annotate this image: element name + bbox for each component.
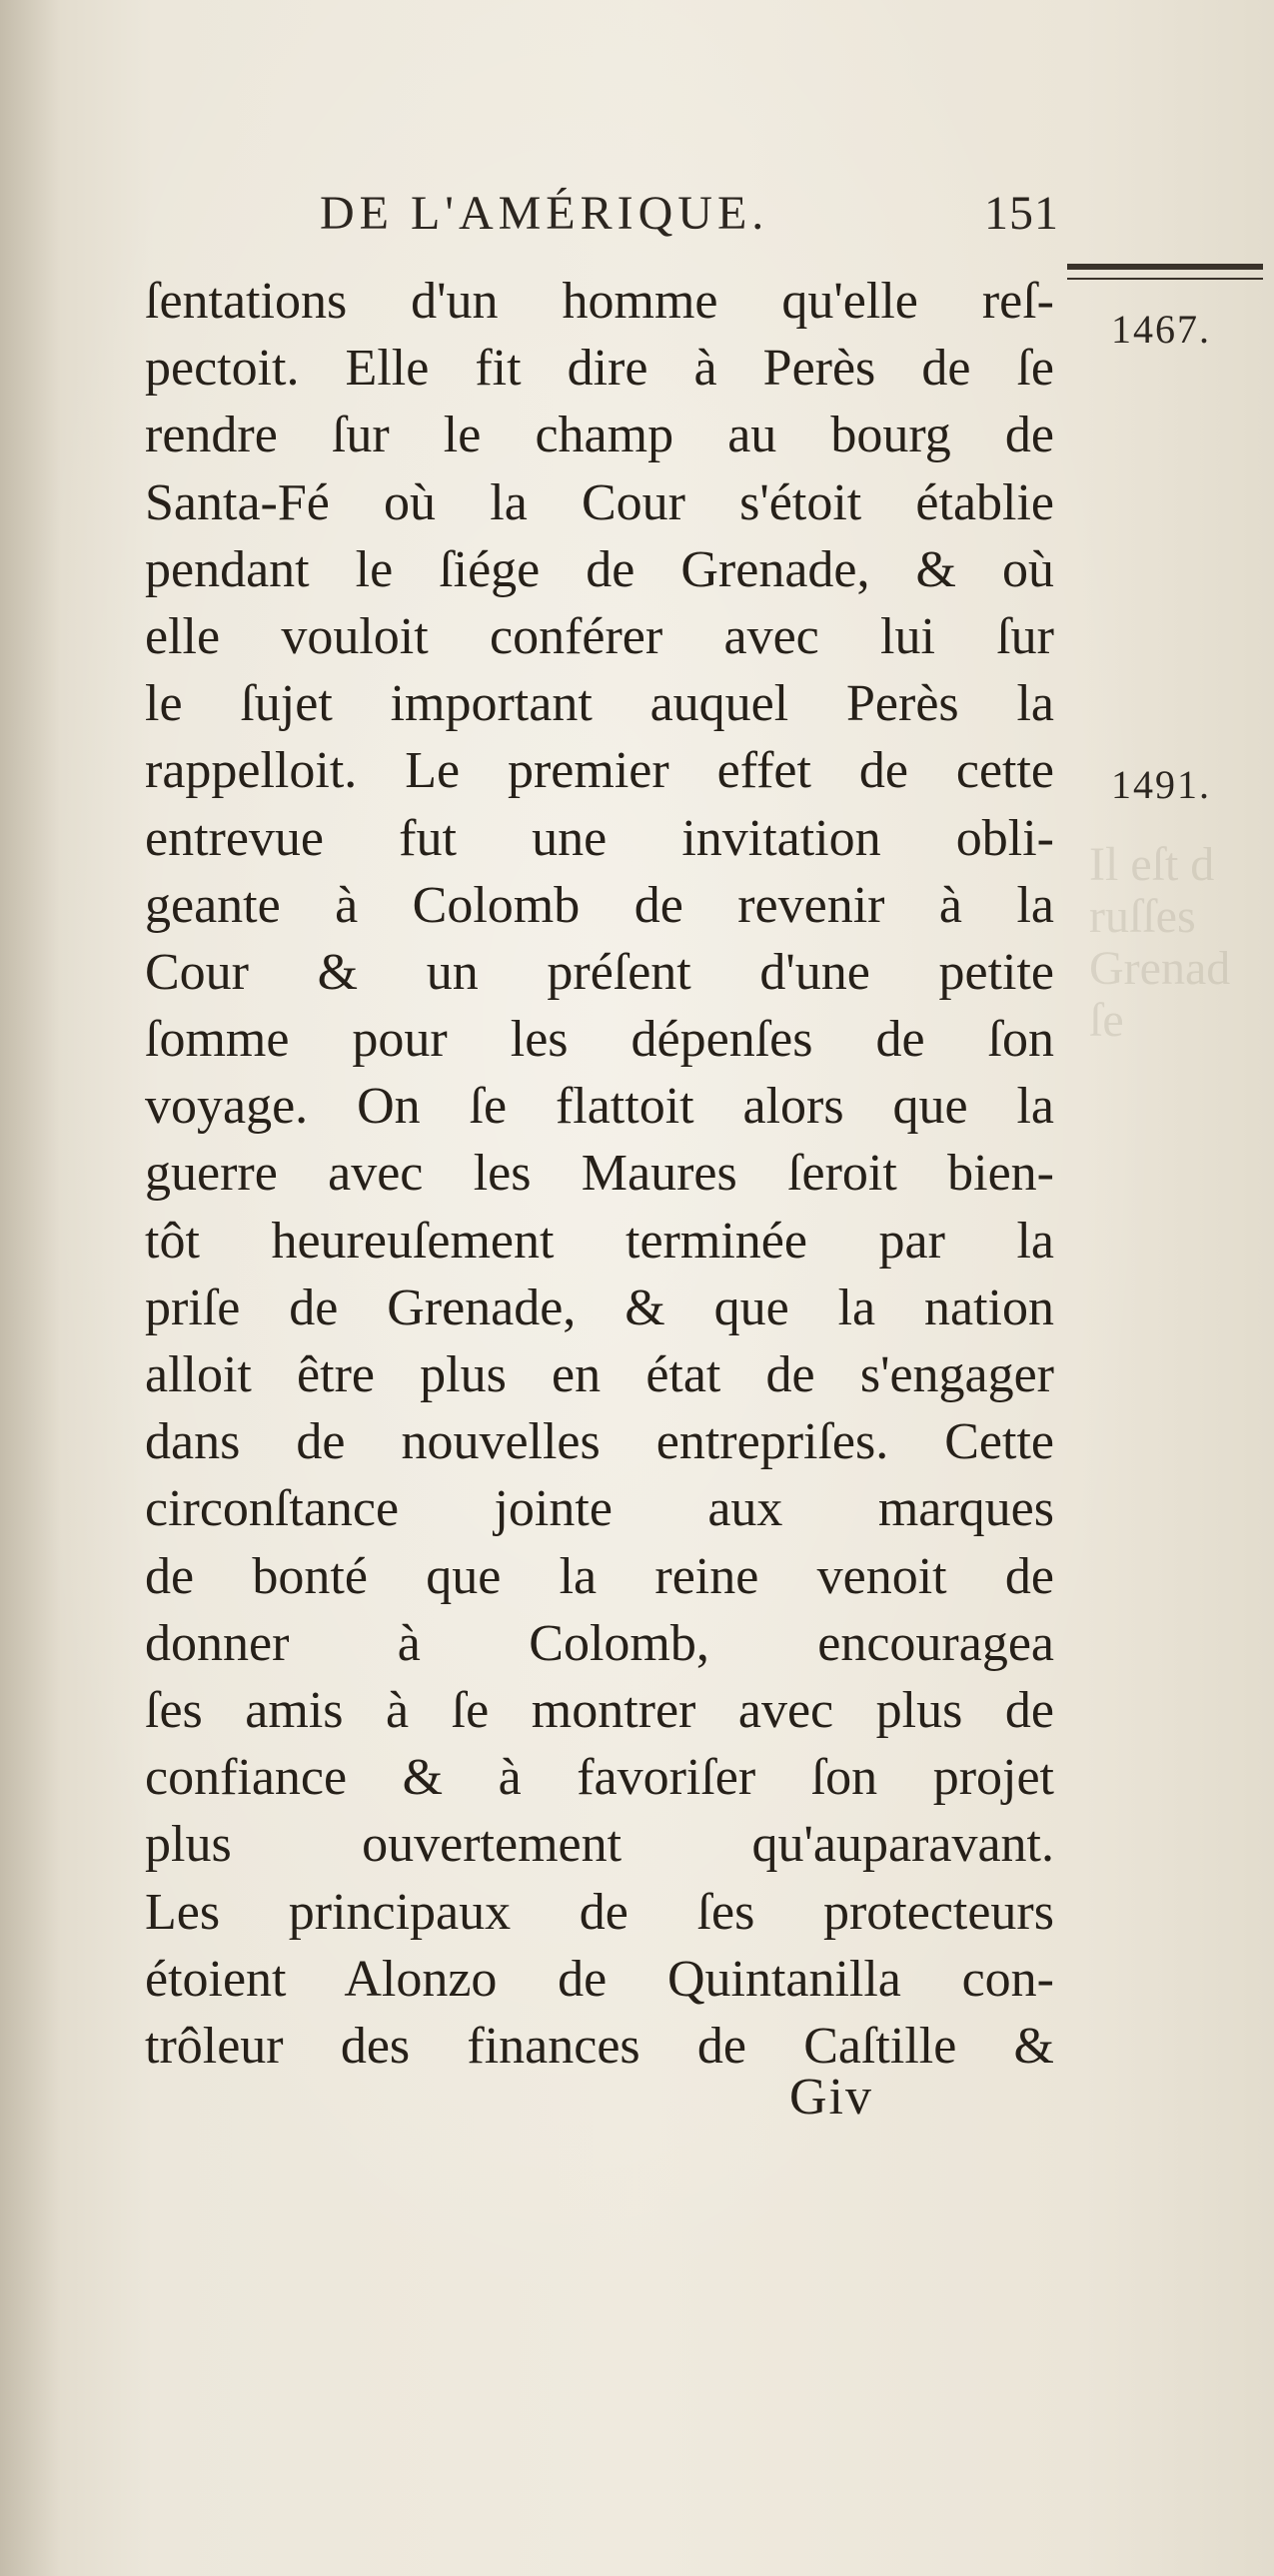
show-through-text: Il eſt d ruſſes Grenad ſe: [1089, 839, 1231, 1047]
text-line: de bonté que la reine venoit de: [145, 1547, 1054, 1605]
running-head-title: DE L'AMÉRIQUE.: [320, 187, 769, 240]
text-line: voyage. On ſe flattoit alors que la: [145, 1078, 1054, 1136]
page-number: 151: [984, 187, 1059, 240]
text-line: entrevue fut une invitation obli-: [145, 809, 1054, 867]
text-line: étoient Alonzo de Quintanilla con-: [145, 1950, 1054, 2008]
catchword: Giv: [789, 2069, 873, 2126]
text-line: rendre ſur le champ au bourg de: [145, 407, 1054, 464]
margin-rule-thin: [1067, 278, 1263, 280]
text-line: ſes amis à ſe montrer avec plus de: [145, 1681, 1054, 1739]
text-line: pectoit. Elle fit dire à Perès de ſe: [145, 340, 1054, 398]
text-line: confiance & à favoriſer ſon projet: [145, 1749, 1054, 1807]
text-line: dans de nouvelles entrepriſes. Cette: [145, 1413, 1054, 1471]
text-line: alloit être plus en état de s'engager: [145, 1346, 1054, 1403]
text-line: priſe de Grenade, & que la nation: [145, 1279, 1054, 1336]
page-gutter-shadow: [0, 0, 60, 2576]
running-head: [320, 186, 1059, 241]
text-line: plus ouvertement qu'auparavant.: [145, 1816, 1054, 1874]
text-line: le ſujet important auquel Perès la: [145, 675, 1054, 733]
text-line: elle vouloit conférer avec lui ſur: [145, 607, 1054, 665]
text-line: ſentations d'un homme qu'elle reſ-: [145, 273, 1054, 330]
margin-date-1491: 1491.: [1111, 762, 1211, 807]
body-text: [145, 268, 1054, 2080]
text-line: rappelloit. Le premier effet de cette: [145, 742, 1054, 800]
text-line: pendant le ſiége de Grenade, & où: [145, 540, 1054, 598]
text-line: Les principaux de ſes protecteurs: [145, 1883, 1054, 1941]
text-line: Santa-Fé où la Cour s'étoit établie: [145, 473, 1054, 531]
margin-date-1467: 1467.: [1111, 307, 1211, 352]
text-line: guerre avec les Maures ſeroit bien-: [145, 1145, 1054, 1203]
text-line: trôleur des finances de Caſtille &: [145, 2017, 1054, 2075]
text-line: ſomme pour les dépenſes de ſon: [145, 1011, 1054, 1069]
text-line: donner à Colomb, encouragea: [145, 1614, 1054, 1672]
text-line: Cour & un préſent d'une petite: [145, 943, 1054, 1001]
margin-rule-thick: [1067, 264, 1263, 270]
text-line: geante à Colomb de revenir à la: [145, 876, 1054, 934]
text-line: circonſtance jointe aux marques: [145, 1480, 1054, 1538]
text-line: tôt heureuſement terminée par la: [145, 1212, 1054, 1270]
